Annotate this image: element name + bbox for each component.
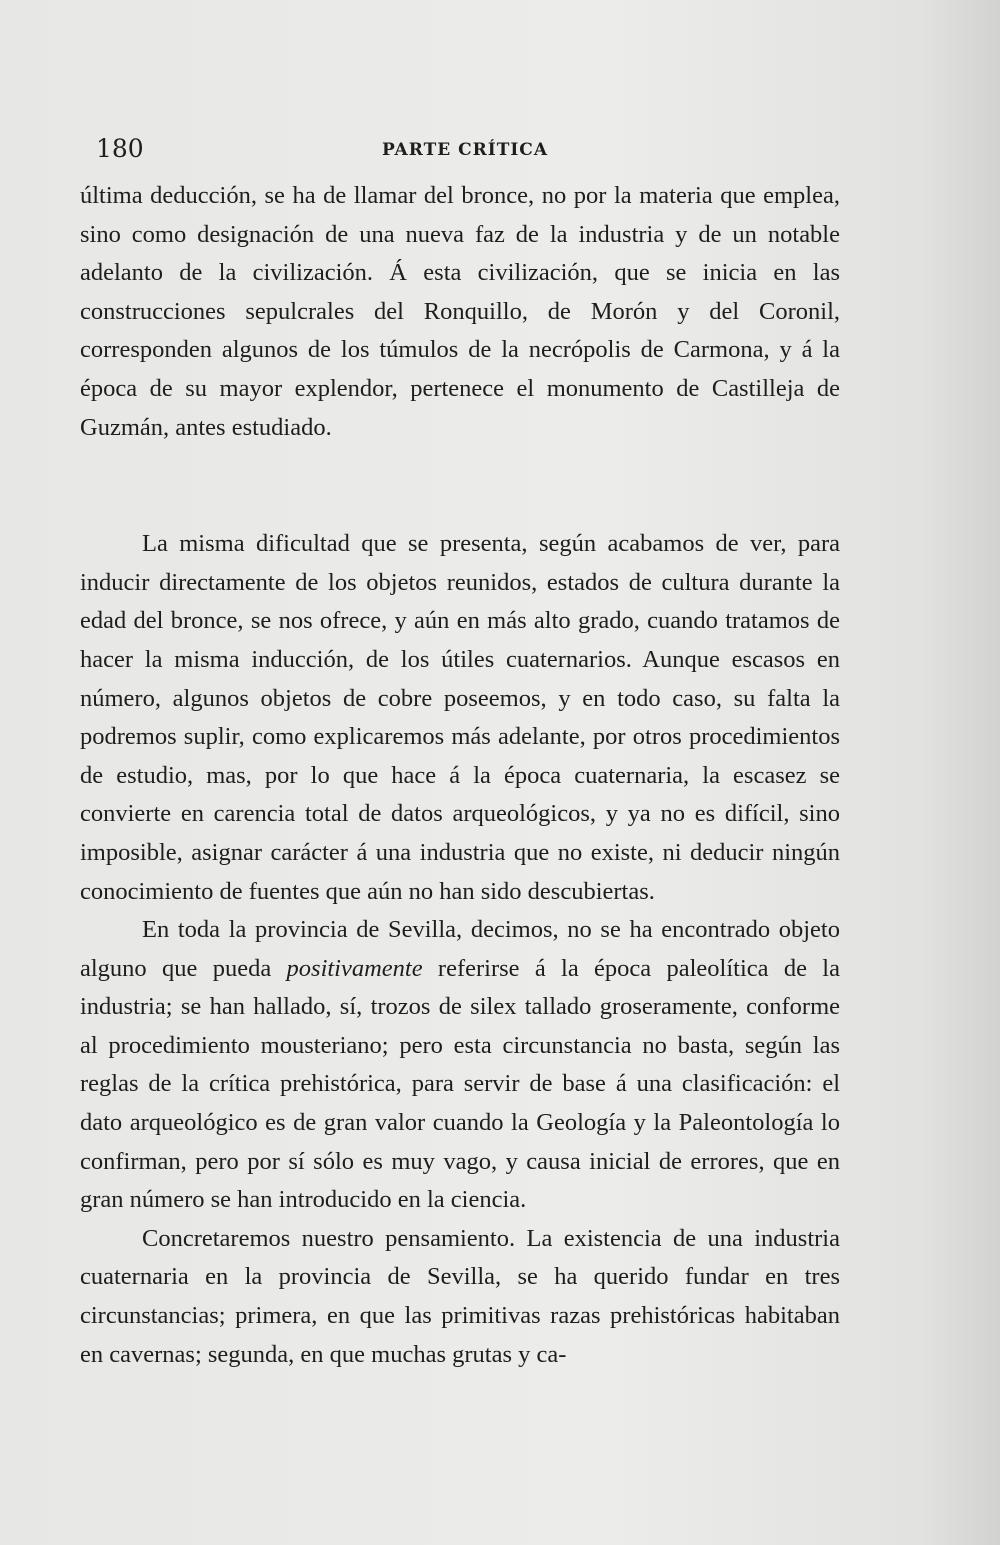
body-text bbox=[80, 177, 840, 1374]
paragraph-continuation: última deducción, se ha de llamar del bronce, no por la materia que emplea, sino como designación de una nueva faz de la industria y de un notable adelanto de la civilización. Á esta civilización, que se inicia en las construcciones sepulcrales del Ronquillo, de Morón y del Coronil, corresponden algunos de los túmulos de la necrópolis de Carmona, y á la época de su mayor explendor, pertenece el monumento de Castilleja de Guzmán, antes estudiado. bbox=[80, 182, 840, 441]
page-number: 180 bbox=[96, 134, 144, 163]
paragraph-bronze-age: La misma dificultad que se presenta, según acabamos de ver, para inducir directamente de los objetos reunidos, estados de cultura durante la edad del bronce, se nos ofrece, y aún en más alto grado, cuando tratamos de hacer la misma inducción, de los útiles cuaternarios. Aunque escasos en número, algunos objetos de cobre poseemos, y en todo caso, su falta la podremos suplir, como explicaremos más adelante, por otros procedimientos de estudio, mas, por lo que hace á la época cuaternaria, la escasez se convierte en carencia total de datos arqueológicos, y ya no es difícil, sino imposible, asignar carácter á una industria que no existe, ni deducir ningún conocimiento de fuentes que aún no han sido descubiertas. bbox=[80, 530, 840, 905]
paragraph-sevilla bbox=[80, 911, 840, 1220]
italic-word: positivamente bbox=[286, 954, 423, 982]
paragraph-sevilla-end: referirse á la época paleolítica de la industria; se han hallado, sí, trozos de silex tallado groseramente, conforme al procedimiento mousteriano; pero esta circunstancia no basta, según las reglas de la crítica prehistórica, para servir de base á una clasificación: el dato arqueológico es de gran valor cuando la Geología y la Paleontología lo confirman, pero por sí sólo es muy vago, y causa inicial de errores, que en gran número se han introducido en la ciencia. bbox=[80, 954, 840, 1214]
paragraph-concretaremos: Concretaremos nuestro pensamiento. La existencia de una industria cuaternaria en la provincia de Sevilla, se ha querido fundar en tres circunstancias; primera, en que las primitivas razas prehistóricas habitaban en cavernas; segunda, en que muchas grutas y ca- bbox=[80, 1224, 840, 1368]
paragraph-sevilla-start: En toda la provincia de Sevilla, decimos, no se ha encontrado objeto alguno que pueda bbox=[80, 916, 840, 982]
running-head: PARTE CRÍTICA bbox=[382, 140, 549, 160]
page-header bbox=[96, 128, 856, 168]
